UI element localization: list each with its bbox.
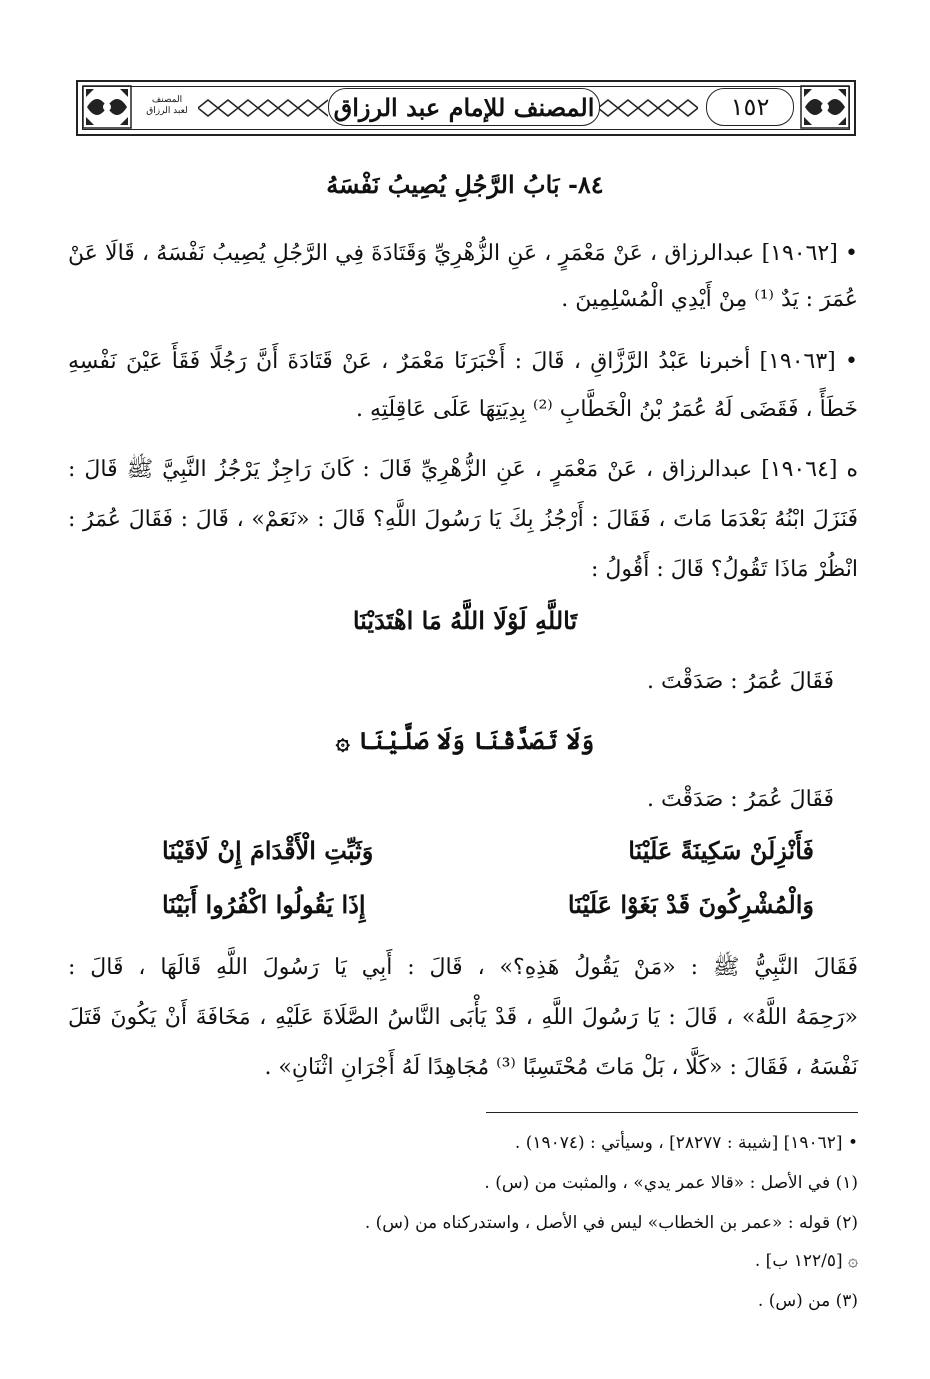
- right-ornament-icon: [800, 85, 850, 129]
- running-title: المصنف للإمام عبد الرزاق: [328, 88, 600, 126]
- verse-4-second-hemistich: إِذَا يَقُولُوا اكْفُرُوا أَبَيْنَا: [162, 890, 366, 919]
- umar-reply-2: فَقَالَ عُمَرُ : صَدَقْتَ .: [646, 787, 834, 812]
- footnote-2: (٢) قوله : «عمر بن الخطاب» ليس في الأصل ، واستدركناه من (س) .: [364, 1213, 858, 1233]
- verse-4-first-hemistich: وَالْمُشْرِكُونَ قَدْ بَغَوْا عَلَيْنَا: [567, 890, 814, 919]
- header-band-pattern: [598, 96, 698, 120]
- footnote-separator: [486, 1112, 858, 1113]
- hadith-19064-line-4: فَقَالَ النَّبِيُّ ﷺ : «مَنْ يَقُولُ هَذِهِ؟» ، قَالَ : أَبِي يَا رَسُولَ اللَّهِ قَالَهَا ، قَالَ :: [68, 955, 858, 980]
- title-stamp: [136, 88, 198, 124]
- chapter-title: ٨٤- بَابُ الرَّجُلِ يُصِيبُ نَفْسَهُ: [326, 170, 604, 199]
- footnote-page-marker: ۞ [١٢٢/٥ ب] .: [754, 1251, 858, 1271]
- footnote-1: (١) في الأصل : «قالا عمر يدي» ، والمثبت من (س) .: [484, 1173, 858, 1193]
- verse-1: تَاللَّهِ لَوْلَا اللَّهُ مَا اهْتَدَيْنَا: [352, 606, 578, 635]
- hadith-19062-line-1: • [١٩٠٦٢] عبدالرزاق ، عَنْ مَعْمَرٍ ، عَنِ الزُّهْرِيِّ وَقَتَادَةَ فِي الرَّجُلِ يُصِيبُ نَفْسَهُ ، قَالَا عَنْ: [68, 241, 858, 266]
- stamp-line: لعبد الرزاق: [146, 106, 188, 116]
- footnote-3: (٣) من (س) .: [757, 1291, 858, 1311]
- left-ornament-icon: [82, 85, 132, 129]
- hadith-19063-line-2: خَطَأً ، فَقَضَى لَهُ عُمَرُ بْنُ الْخَطَّابِ ⁽²⁾ بِدِيَتِهَا عَلَى عَاقِلَتِهِ .: [356, 397, 858, 422]
- hadith-19064-line-6: نَفْسَهُ ، فَقَالَ : «كَلَّا ، بَلْ مَاتَ مُحْتَسِبًا ⁽³⁾ مُجَاهِدًا لَهُ أَجْرَانِ اثْنَانِ» .: [264, 1055, 858, 1080]
- hadith-19064-line-2: فَنَزَلَ ابْنُهُ بَعْدَمَا مَاتَ ، فَقَالَ : أَرْجُزُ بِكَ يَا رَسُولَ اللَّهِ؟ قَالَ : «نَعَمْ» ، قَالَ : فَقَالَ عُمَرُ :: [68, 507, 858, 532]
- hadith-19064-line-5: «رَحِمَهُ اللَّهُ» ، قَالَ : يَا رَسُولَ اللَّهِ ، قَدْ يَأْبَى النَّاسُ الصَّلَاةَ عَلَيْهِ ، مَخَافَةَ أَنْ يَكُونَ قَتَلَ: [68, 1005, 858, 1030]
- page-number: ١٥٢: [706, 88, 794, 126]
- verse-2: وَلَا تَصَدَّقْنَا وَلَا صَلَّيْنَا ۞: [335, 726, 595, 755]
- stamp-line: المصنف: [151, 95, 183, 105]
- umar-reply-1: فَقَالَ عُمَرُ : صَدَقْتَ .: [646, 669, 834, 694]
- hadith-19062-line-2: عُمَرَ : يَدٌ ⁽¹⁾ مِنْ أَيْدِي الْمُسْلِمِينَ .: [561, 287, 858, 312]
- page-header: [76, 80, 856, 136]
- hadith-19063-line-1: • [١٩٠٦٣] أخبرنا عَبْدُ الرَّزَّاقِ ، قَالَ : أَخْبَرَنَا مَعْمَرٌ ، عَنْ قَتَادَةَ أَنَّ رَجُلًا فَقَأَ عَيْنَ نَفْسِهِ: [68, 349, 858, 374]
- header-band-pattern: [198, 96, 328, 120]
- hadith-19064-line-1: ه [١٩٠٦٤] عبدالرزاق ، عَنْ مَعْمَرٍ ، عَنِ الزُّهْرِيِّ قَالَ : كَانَ رَاجِزٌ يَرْجُزُ النَّبِيَّ ﷺ قَالَ :: [68, 457, 858, 482]
- verse-3-second-hemistich: وَثَبِّتِ الْأَقْدَامَ إِنْ لَاقَيْنَا: [162, 836, 374, 865]
- verse-3-first-hemistich: فَأَنْزِلَنْ سَكِينَةً عَلَيْنَا: [628, 836, 814, 865]
- hadith-19064-line-3: انْظُرْ مَاذَا تَقُولُ؟ قَالَ : أَقُولُ :: [590, 557, 858, 582]
- footnote-reference: • [١٩٠٦٢] [شيبة : ٢٨٢٧٧] ، وسيأتي : (١٩٠٧٤) .: [514, 1133, 858, 1153]
